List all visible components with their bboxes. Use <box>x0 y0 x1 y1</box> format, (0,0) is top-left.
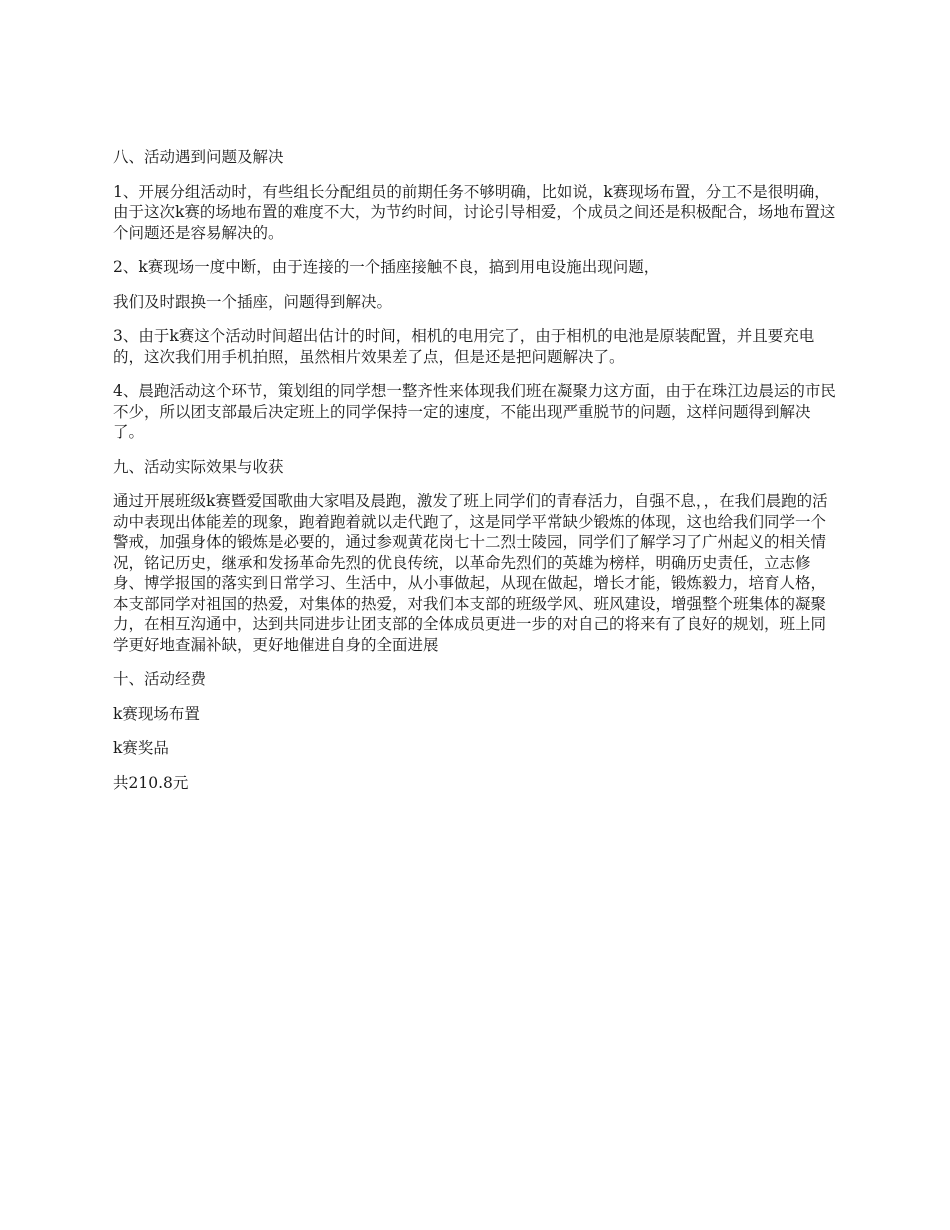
paragraph-9-1: 通过开展班级k赛暨爱国歌曲大家唱及晨跑，激发了班上同学们的青春活力，自强不息，，在我们晨跑的活动中表现出体能差的现象，跑着跑着就以走代跑了，这是同学平常缺少锻炼的体现，这也给我们同学一个警戒，加强身体的锻炼是必要的，通过参观黄花岗七十二烈士陵园，同学们了解学习了广州起义的相关情况，铭记历史，继承和发扬革命先烈的优良传统，以革命先烈们的英雄为榜样，明确历史责任，立志修身、博学报国的落实到日常学习、生活中，从小事做起，从现在做起，增长才能，锻炼毅力，培育人格，本支部同学对祖国的热爱，对集体的热爱，对我们本支部的班级学风、班风建设，增强整个班集体的凝聚力，在相互沟通中，达到共同进步让团支部的全体成员更进一步的对自己的将来有了良好的规划，班上同学更好地查漏补缺，更好地催进自身的全面进展 <box>113 492 828 654</box>
document-body <box>113 147 839 807</box>
section-heading-8: 八、活动遇到问题及解决 <box>113 148 284 166</box>
paragraph-8-2b: 我们及时跟换一个插座，问题得到解决。 <box>113 292 393 311</box>
expense-total: 共210.8元 <box>113 773 189 792</box>
section-heading-9: 九、活动实际效果与收获 <box>113 457 284 476</box>
paragraph-8-3: 3、由于k赛这个活动时间超出估计的时间，相机的电用完了，由于相机的电池是原装配置，并且要充电的，这次我们用手机拍照，虽然相片效果差了点，但是还是把问题解决了。 <box>113 327 815 366</box>
paragraph-8-2a: 2、k赛现场一度中断，由于连接的一个插座接触不良，搞到用电设施出现问题， <box>113 258 660 276</box>
expense-item-venue: k赛现场布置 <box>113 704 200 723</box>
paragraph-8-1: 1、开展分组活动时，有些组长分配组员的前期任务不够明确，比如说，k赛现场布置，分工不是很明确，由于这次k赛的场地布置的难度不大，为节约时间，讨论引导相爱，个成员之间还是积极配合，场地布置这个问题还是容易解决的。 <box>113 182 836 242</box>
paragraph-8-4: 4、晨跑活动这个环节，策划组的同学想一整齐性来体现我们班在凝聚力这方面，由于在珠江边晨运的市民不少，所以团支部最后决定班上的同学保持一定的速度，不能出现严重脱节的问题，这样问题得到解决了。 <box>113 382 836 441</box>
section-heading-10: 十、活动经费 <box>113 670 207 688</box>
expense-item-prizes: k赛奖品 <box>113 739 169 757</box>
